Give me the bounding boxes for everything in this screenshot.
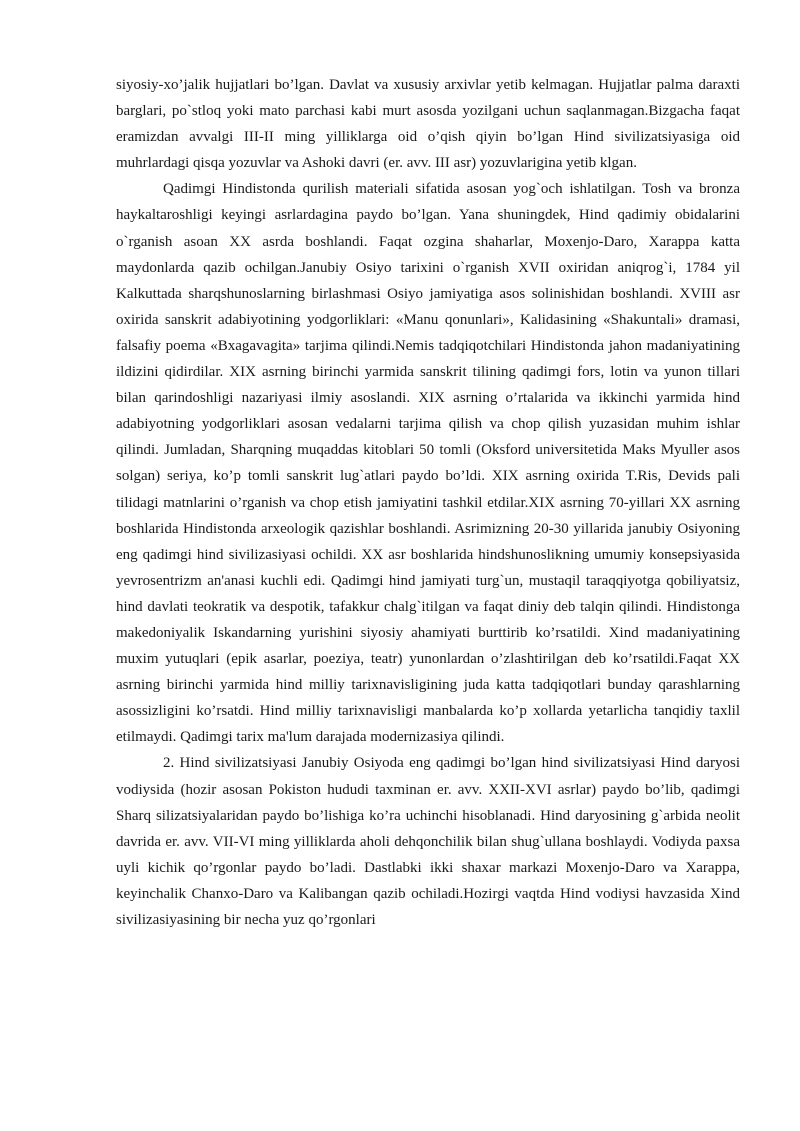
- paragraph-2: Qadimgi Hindistonda qurilish materiali sifatida asosan yog`och ishlatilgan. Tosh va bronza haykaltaroshligi keyingi asrlardagina paydo bo’lgan. Yana shuningdek, Hind qadimiy obidalarini o`rganish asoan XX asrda boshlandi. Faqat ozgina shaharlar, Moxenjo-Daro, Xarappa katta maydonlarda qazib ochilgan.Janubiy Osiyo tarixini o`rganish XVII oxiridan aniqrog`i, 1784 yil Kalkuttada sharqshunoslarning birlashmasi Osiyo jamiyatiga asos solinishidan boshlandi. XVIII asr oxirida sanskrit adabiyotining yodgorliklari: «Manu qonunlari», Kalidasining «Shakuntali» dramasi, falsafiy poema «Bxagavagita» tarjima qilindi.Nemis tadqiqotchilari Hindistonda jahon madaniyatining ildizini qidirdilar. XIX asrning birinchi yarmida sanskrit tilining qadimgi fors, lotin va yunon tillari bilan qarindoshligi nazariyasi ilmiy asoslandi. XIX asrning o’rtalarida va ikkinchi yarmida hind adabiyotning yodgorliklari asosan vedalarni tarjima qilish va chop qilish yuzasidan muhim ishlar qilindi. Jumladan, Sharqning muqaddas kitoblari 50 tomli (Oksford universitetida Maks Myuller asos solgan) seriya, ko’p tomli sanskrit lug`atlari paydo bo’ldi. XIX asrning oxirida T.Ris, Devids pali tilidagi matnlarini o’rganish va chop etish jamiyatini tashkil etdilar.XIX asrning 70-yillari XX asrning boshlarida Hindistonda arxeologik qazishlar boshlandi. Asrimizning 20-30 yillarida janubiy Osiyoning eng qadimgi hind sivilizasiyasi ochildi. XX asr boshlarida hindshunoslikning umumiy konsepsiyasida yevrosentrizm an'anasi kuchli edi. Qadimgi hind jamiyati turg`un, mustaqil taraqqiyotga qobiliyatsiz, hind davlati teokratik va despotik, tafakkur chalg`itilgan va faqat diniy deb talqin qilindi. Hindistonga makedoniyalik Iskandarning yurishini siyosiy ahamiyati burttirib ko’rsatildi. Xind madaniyatining muxim yutuqlari (epik asarlar, poeziya, teatr) yunonlardan o’zlashtirilgan deb ko’rsatildi.Faqat XX asrning birinchi yarmida hind milliy tarixnavisligining juda katta tadqiqotlari bunday qarashlarning asossizligini ko’rsatdi. Hind milliy tarixnavisligi manbalarda ko’p xollarda yetarlicha tanqidiy taxlil etilmaydi. Qadimgi tarix ma'lum darajada modernizasiya qilindi.: [116, 181, 740, 746]
- paragraph-1: siyosiy-xo’jalik hujjatlari bo’lgan. Davlat va xususiy arxivlar yetib kelmagan. Hujjatlar palma daraxti barglari, po`stloq yoki mato parchasi kabi murt asosda yozilgani uchun saqlanmagan.Bizgacha faqat eramizdan avvalgi III-II ming yilliklarga oid o’qish qiyin bo’lgan Hind sivilizatsiyasiga oid muhrlardagi qisqa yozuvlar va Ashoki davri (er. avv. III asr) yozuvlarigina yetib klgan.: [116, 77, 740, 172]
- document-page: [116, 72, 740, 933]
- paragraph-3: 2. Hind sivilizatsiyasi Janubiy Osiyoda eng qadimgi bo’lgan hind sivilizatsiyasi Hind daryosi vodiysida (hozir asosan Pokiston hududi taxminan er. avv. XXII-XVI asrlar) paydo bo’lib, qadimgi Sharq silizatsiyalaridan paydo bo’lishiga ko’ra uchinchi hisoblanadi. Hind daryosining g`arbida neolit davrida er. avv. VII-VI ming yilliklarda aholi dehqonchilik bilan shug`ullana boshlaydi. Vodiyda paxsa uyli kichik qo’rgonlar paydo bo’ladi. Dastlabki ikki shaxar markazi Moxenjo-Daro va Xarappa, keyinchalik Chanxo-Daro va Kalibangan qazib ochiladi.Hozirgi vaqtda Hind vodiysi havzasida Xind sivilizasiyasining bir necha yuz qo’rgonlari: [116, 755, 740, 928]
